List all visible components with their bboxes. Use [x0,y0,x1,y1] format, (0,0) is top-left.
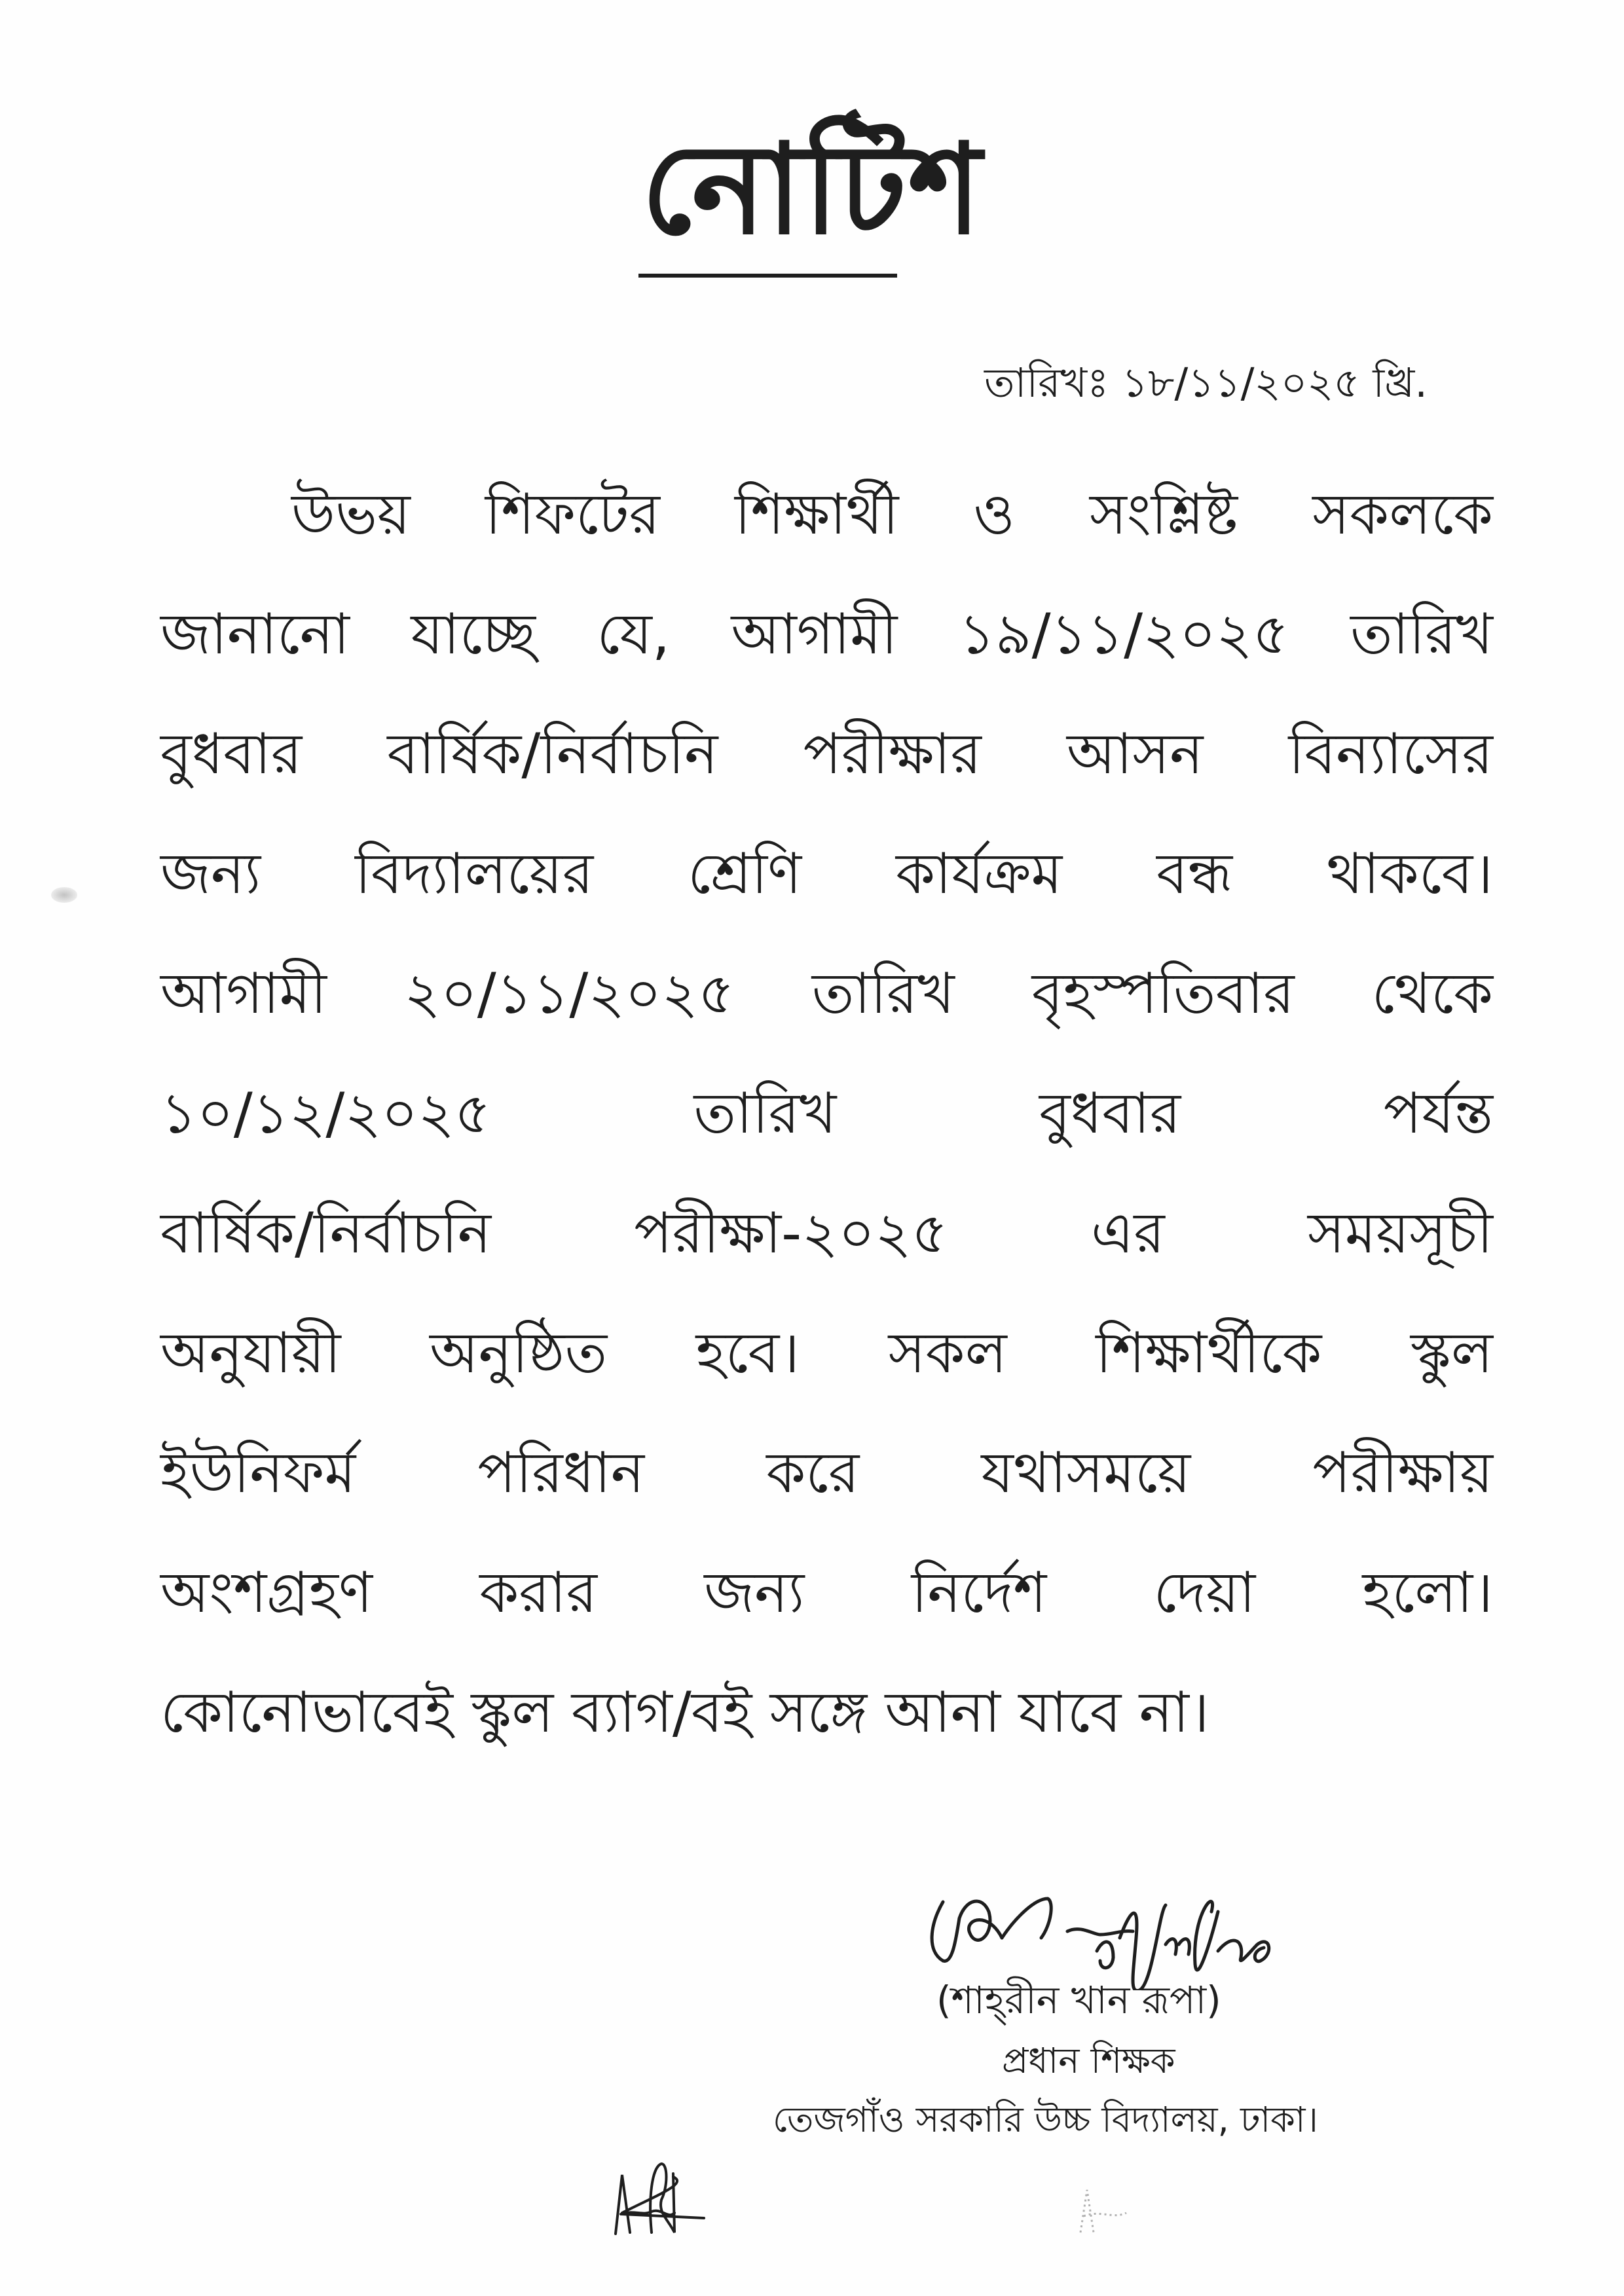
notice-title: নোটিশ [641,117,983,262]
faint-initials-icon [1074,2180,1153,2239]
body-line: বার্ষিক/নির্বাচনি পরীক্ষা-২০২৫ এর সময়সূচী [160,1201,1493,1266]
notice-body [160,455,1493,1773]
body-line: ইউনিফর্ম পরিধান করে যথাসময়ে পরীক্ষায় [160,1440,1493,1506]
initials-signature-icon [602,2160,864,2252]
title-underline [638,274,897,278]
body-line: আগামী ২০/১১/২০২৫ তারিখ বৃহস্পতিবার থেকে [160,961,1493,1027]
body-line: জানানো যাচ্ছে যে, আগামী ১৯/১১/২০২৫ তারিখ [160,602,1493,667]
signatory-designation: প্রধান শিক্ষক [1002,2040,1175,2081]
body-line: বুধবার বার্ষিক/নির্বাচনি পরীক্ষার আসন বিন্যাসের [160,721,1493,787]
body-line: কোনোভাবেই স্কুল ব্যাগ/বই সঙ্গে আনা যাবে না। [160,1680,1209,1745]
signature-icon [904,1872,1428,1990]
institution-name: তেজগাঁও সরকারি উচ্চ বিদ্যালয়, ঢাকা। [773,2099,1318,2140]
body-line: অনুযায়ী অনুষ্ঠিত হবে। সকল শিক্ষার্থীকে স্কুল [160,1321,1493,1386]
body-line: অংশগ্রহণ করার জন্য নির্দেশ দেয়া হলো। [160,1560,1493,1626]
notice-date: তারিখঃ ১৮/১১/২০২৫ খ্রি. [984,359,1428,407]
body-line: জন্য বিদ্যালয়ের শ্রেণি কার্যক্রম বন্ধ থাকবে। [160,841,1493,907]
signatory-name: (শাহ্‌রীন খান রূপা) [936,1978,1221,2022]
body-line: উভয় শিফটের শিক্ষার্থী ও সংশ্লিষ্ট সকলকে [291,482,1493,547]
scan-smudge [51,887,77,903]
headmaster-signature [904,1872,1428,1990]
body-line: ১০/১২/২০২৫ তারিখ বুধবার পর্যন্ত [160,1081,1493,1146]
